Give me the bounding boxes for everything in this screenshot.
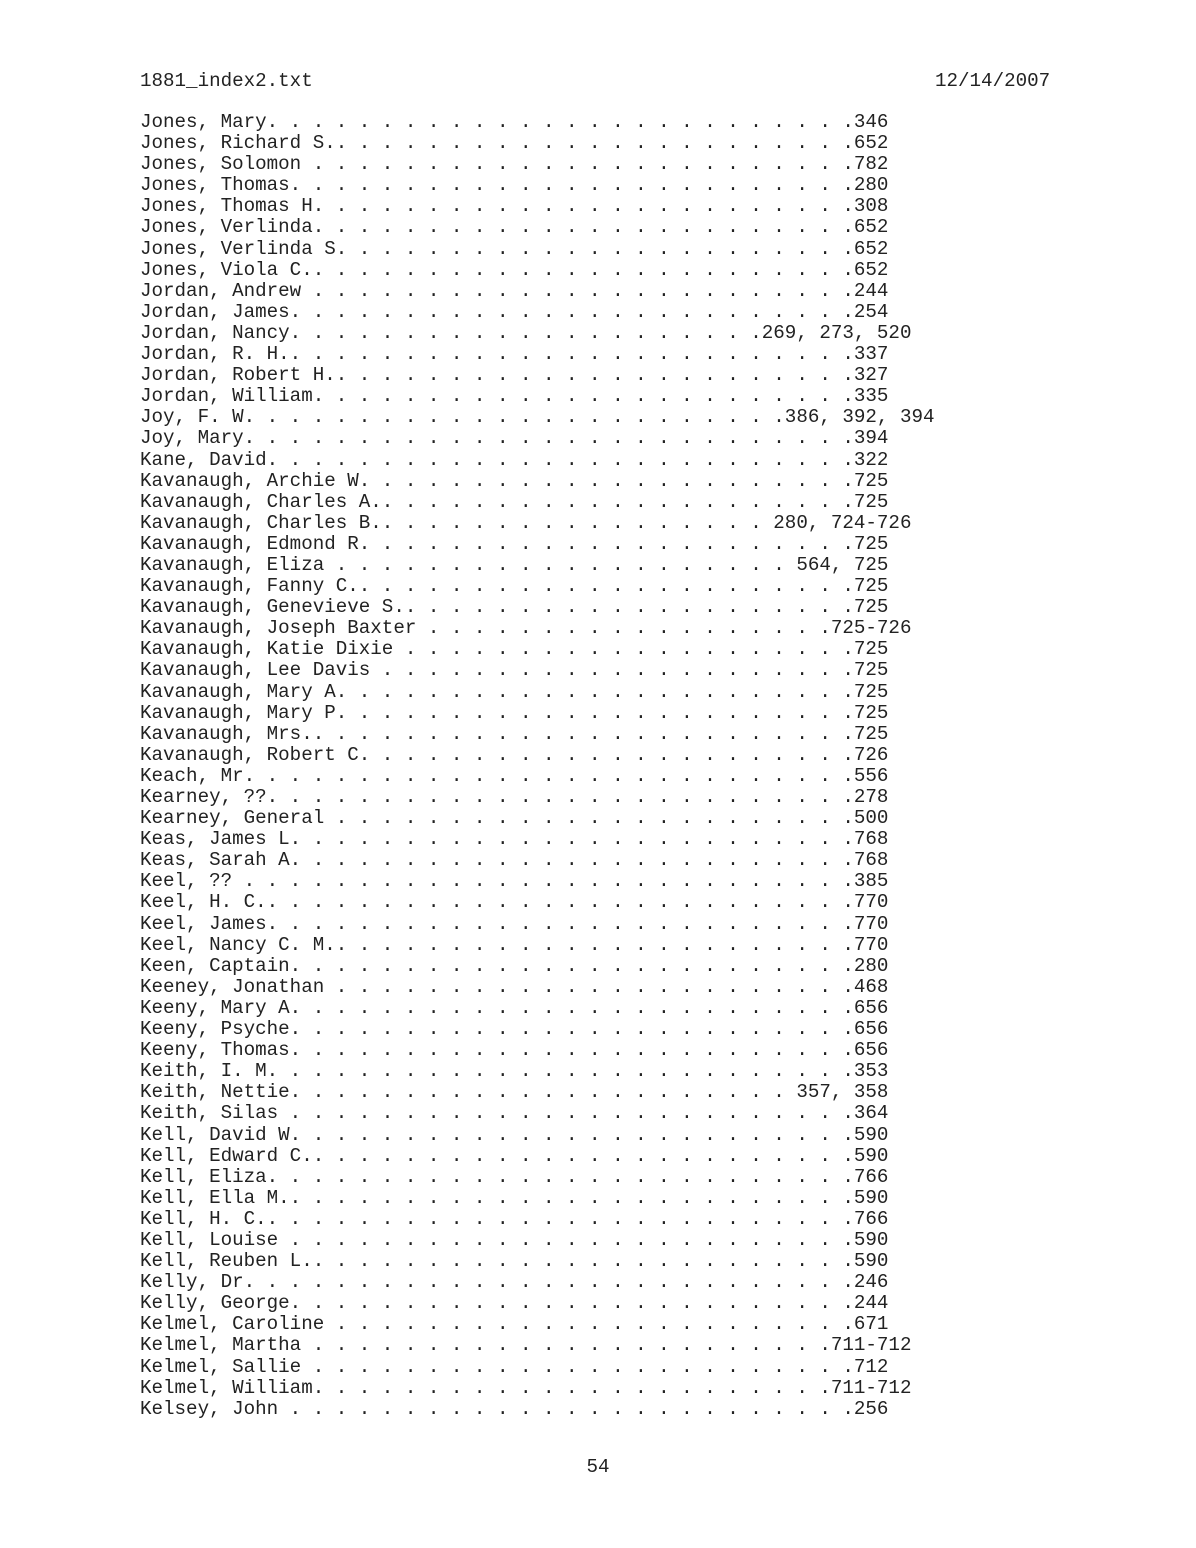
index-entry: Keeney, Jonathan . . . . . . . . . . . . . . . . . . . . . . .468 [140,976,889,998]
index-entry: Kell, H. C.. . . . . . . . . . . . . . . . . . . . . . . . . .766 [140,1208,889,1230]
index-entry: Jones, Verlinda S. . . . . . . . . . . . . . . . . . . . . . .652 [140,238,889,260]
index-entry: Keen, Captain. . . . . . . . . . . . . . . . . . . . . . . . .280 [140,955,889,977]
index-entry: Keith, Silas . . . . . . . . . . . . . . . . . . . . . . . . .364 [140,1103,889,1125]
index-entry: Kavanaugh, Fanny C.. . . . . . . . . . . . . . . . . . . . . .725 [140,576,889,598]
index-entry: Kell, Eliza. . . . . . . . . . . . . . . . . . . . . . . . . .766 [140,1166,889,1188]
index-entry: Keel, ?? . . . . . . . . . . . . . . . . . . . . . . . . . . .385 [140,871,889,893]
index-entry: Kavanaugh, Robert C. . . . . . . . . . . . . . . . . . . . . .726 [140,744,889,766]
index-entry: Keel, Nancy C. M.. . . . . . . . . . . . . . . . . . . . . . .770 [140,934,889,956]
index-entry: Kelmel, Caroline . . . . . . . . . . . . . . . . . . . . . . .671 [140,1314,889,1336]
index-entry: Kavanaugh, Charles B.. . . . . . . . . . . . . . . . . 280, 724-726 [140,512,912,534]
index-entry: Kearney, General . . . . . . . . . . . . . . . . . . . . . . .500 [140,808,889,830]
index-entry: Jones, Thomas H. . . . . . . . . . . . . . . . . . . . . . . .308 [140,196,889,218]
index-entry: Keeny, Mary A. . . . . . . . . . . . . . . . . . . . . . . . .656 [140,997,889,1019]
index-entry: Kavanaugh, Katie Dixie . . . . . . . . . . . . . . . . . . . .725 [140,639,889,661]
index-entry: Jordan, Andrew . . . . . . . . . . . . . . . . . . . . . . . .244 [140,280,889,302]
index-entry: Jordan, Robert H.. . . . . . . . . . . . . . . . . . . . . . .327 [140,365,889,387]
index-entry: Kell, Ella M.. . . . . . . . . . . . . . . . . . . . . . . . .590 [140,1187,889,1209]
index-entry: Keith, I. M. . . . . . . . . . . . . . . . . . . . . . . . . .353 [140,1061,889,1083]
index-entry: Kavanaugh, Eliza . . . . . . . . . . . . . . . . . . . . 564, 725 [140,554,889,576]
index-entry: Kelmel, William. . . . . . . . . . . . . . . . . . . . . . .711-712 [140,1377,912,1399]
index-entry: Kavanaugh, Charles A.. . . . . . . . . . . . . . . . . . . . .725 [140,491,889,513]
index-entry: Kell, Edward C.. . . . . . . . . . . . . . . . . . . . . . . .590 [140,1145,889,1167]
index-entry: Kavanaugh, Mary P. . . . . . . . . . . . . . . . . . . . . . .725 [140,702,889,724]
index-entry: Jordan, Nancy. . . . . . . . . . . . . . . . . . . . .269, 273, 520 [140,322,912,344]
index-entry: Kavanaugh, Archie W. . . . . . . . . . . . . . . . . . . . . .725 [140,470,889,492]
index-entry: Jones, Thomas. . . . . . . . . . . . . . . . . . . . . . . . .280 [140,175,889,197]
index-entry: Kavanaugh, Lee Davis . . . . . . . . . . . . . . . . . . . . .725 [140,660,889,682]
index-entry: Keas, James L. . . . . . . . . . . . . . . . . . . . . . . . .768 [140,829,889,851]
index-entry: Kelsey, John . . . . . . . . . . . . . . . . . . . . . . . . .256 [140,1398,889,1420]
index-entry: Kelmel, Sallie . . . . . . . . . . . . . . . . . . . . . . . .712 [140,1356,889,1378]
index-entry: Kell, Louise . . . . . . . . . . . . . . . . . . . . . . . . .590 [140,1229,889,1251]
index-entry: Kavanaugh, Edmond R. . . . . . . . . . . . . . . . . . . . . .725 [140,533,889,555]
index-entry: Jones, Verlinda. . . . . . . . . . . . . . . . . . . . . . . .652 [140,217,889,239]
index-entry: Jordan, James. . . . . . . . . . . . . . . . . . . . . . . . .254 [140,301,889,323]
index-entry: Keach, Mr. . . . . . . . . . . . . . . . . . . . . . . . . . .556 [140,765,889,787]
index-entry: Kearney, ??. . . . . . . . . . . . . . . . . . . . . . . . . .278 [140,787,889,808]
index-entry: Keith, Nettie. . . . . . . . . . . . . . . . . . . . . . 357, 358 [140,1082,889,1104]
index-entry: Kane, David. . . . . . . . . . . . . . . . . . . . . . . . . .322 [140,449,889,471]
header-date: 12/14/2007 [935,70,1051,92]
index-entry: Jones, Viola C.. . . . . . . . . . . . . . . . . . . . . . . .652 [140,259,889,281]
index-entry: Kell, Reuben L.. . . . . . . . . . . . . . . . . . . . . . . .590 [140,1251,889,1273]
index-entry: Kavanaugh, Mrs.. . . . . . . . . . . . . . . . . . . . . . . .725 [140,723,889,745]
index-entry: Kelmel, Martha . . . . . . . . . . . . . . . . . . . . . . .711-712 [140,1335,912,1357]
index-entry: Kavanaugh, Genevieve S.. . . . . . . . . . . . . . . . . . . .725 [140,597,889,619]
index-entry: Keeny, Psyche. . . . . . . . . . . . . . . . . . . . . . . . .656 [140,1019,889,1041]
index-entry: Keas, Sarah A. . . . . . . . . . . . . . . . . . . . . . . . .768 [140,850,889,872]
header-filename: 1881_index2.txt [140,70,313,92]
index-entry: Keel, H. C.. . . . . . . . . . . . . . . . . . . . . . . . . .770 [140,892,889,914]
index-entry: Joy, Mary. . . . . . . . . . . . . . . . . . . . . . . . . . .394 [140,428,889,450]
index-entry: Jones, Richard S.. . . . . . . . . . . . . . . . . . . . . . .652 [140,133,889,155]
index-entry: Jordan, R. H.. . . . . . . . . . . . . . . . . . . . . . . . .337 [140,344,889,366]
page-number: 54 [586,1456,610,1478]
index-entry: Kavanaugh, Joseph Baxter . . . . . . . . . . . . . . . . . .725-726 [140,618,912,640]
index-entry: Jones, Solomon . . . . . . . . . . . . . . . . . . . . . . . .782 [140,154,889,176]
index-entry: Keeny, Thomas. . . . . . . . . . . . . . . . . . . . . . . . .656 [140,1040,889,1062]
index-entry: Keel, James. . . . . . . . . . . . . . . . . . . . . . . . . .770 [140,913,889,935]
index-entry: Kelly, George. . . . . . . . . . . . . . . . . . . . . . . . .244 [140,1293,889,1315]
index-entry: Jones, Mary. . . . . . . . . . . . . . . . . . . . . . . . . .346 [140,112,889,133]
index-entry: Kavanaugh, Mary A. . . . . . . . . . . . . . . . . . . . . . .725 [140,681,889,703]
index-entry: Joy, F. W. . . . . . . . . . . . . . . . . . . . . . . .386, 392, 394 [140,407,935,429]
index-entry: Kelly, Dr. . . . . . . . . . . . . . . . . . . . . . . . . . .246 [140,1272,889,1294]
index-entry: Kell, David W. . . . . . . . . . . . . . . . . . . . . . . . .590 [140,1124,889,1146]
index-entry: Jordan, William. . . . . . . . . . . . . . . . . . . . . . . .335 [140,386,889,408]
index-entry-list [140,112,935,1420]
